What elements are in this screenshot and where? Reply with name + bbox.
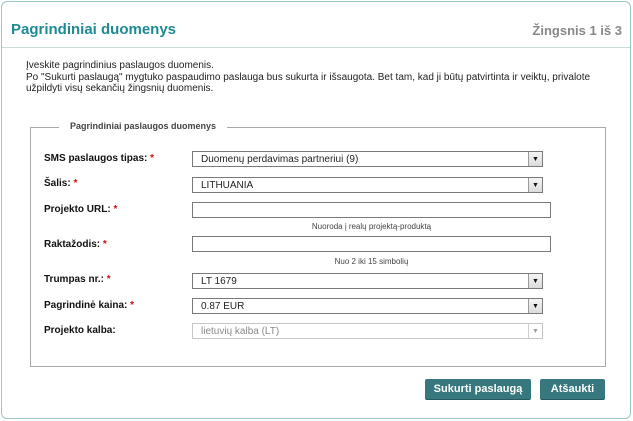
fieldset-legend: Pagrindiniai paslaugos duomenys (59, 121, 227, 131)
form-panel (1, 1, 631, 419)
required-mark: * (130, 300, 135, 311)
project-language-label-text: Projekto kalba: (44, 325, 116, 336)
header-divider (2, 47, 630, 48)
country-value: LITHUANIA (201, 180, 254, 191)
project-url-label (44, 204, 117, 215)
base-price-select[interactable] (192, 298, 543, 314)
country-select[interactable] (192, 177, 543, 193)
chevron-down-icon: ▼ (528, 324, 542, 338)
intro-line-2: Po "Sukurti paslaugą" mygtuko paspaudimo paslauga bus sukurta ir išsaugota. Bet tam, kad ji būtų patvirtinta ir veiktų, privalote užpildyti visų sekančių žingsnių duomenis. (26, 72, 591, 94)
sms-type-label-text: SMS paslaugos tipas: (44, 153, 148, 164)
create-service-button[interactable]: Sukurti paslaugą (425, 379, 531, 399)
page-title: Pagrindiniai duomenys (11, 21, 177, 38)
sms-type-select[interactable] (192, 151, 543, 167)
project-language-label (44, 325, 116, 336)
chevron-down-icon: ▼ (528, 299, 542, 313)
intro-line-1: Įveskite pagrindinius paslaugos duomenis. (26, 60, 214, 71)
project-url-label-text: Projekto URL: (44, 204, 111, 215)
required-mark: * (73, 178, 78, 189)
required-mark: * (150, 153, 155, 164)
cancel-button[interactable]: Atšaukti (540, 379, 605, 399)
sms-type-value: Duomenų perdavimas partneriui (9) (201, 154, 359, 165)
short-number-label (44, 274, 111, 285)
country-label-text: Šalis: (44, 178, 71, 189)
country-label (44, 178, 77, 189)
keyword-hint: Nuo 2 iki 15 simbolių (334, 257, 409, 266)
project-url-input[interactable] (192, 202, 551, 218)
chevron-down-icon: ▼ (528, 274, 542, 288)
sms-type-label (44, 153, 154, 164)
base-price-label (44, 300, 134, 311)
step-indicator: Žingsnis 1 iš 3 (532, 23, 622, 38)
required-mark: * (106, 274, 111, 285)
project-url-hint: Nuoroda į realų projektą-produktą (311, 222, 432, 231)
base-price-value: 0.87 EUR (201, 301, 245, 312)
service-details-fieldset (30, 121, 606, 367)
keyword-label (44, 239, 107, 250)
short-number-select[interactable] (192, 273, 543, 289)
required-mark: * (102, 239, 107, 250)
chevron-down-icon: ▼ (528, 178, 542, 192)
keyword-input[interactable] (192, 236, 551, 252)
project-language-value: lietuvių kalba (LT) (201, 326, 280, 337)
intro-text (26, 60, 616, 94)
short-number-value: LT 1679 (201, 276, 237, 287)
keyword-label-text: Raktažodis: (44, 239, 101, 250)
required-mark: * (113, 204, 118, 215)
short-number-label-text: Trumpas nr.: (44, 274, 105, 285)
chevron-down-icon: ▼ (528, 152, 542, 166)
base-price-label-text: Pagrindinė kaina: (44, 300, 128, 311)
project-language-select (192, 323, 543, 339)
